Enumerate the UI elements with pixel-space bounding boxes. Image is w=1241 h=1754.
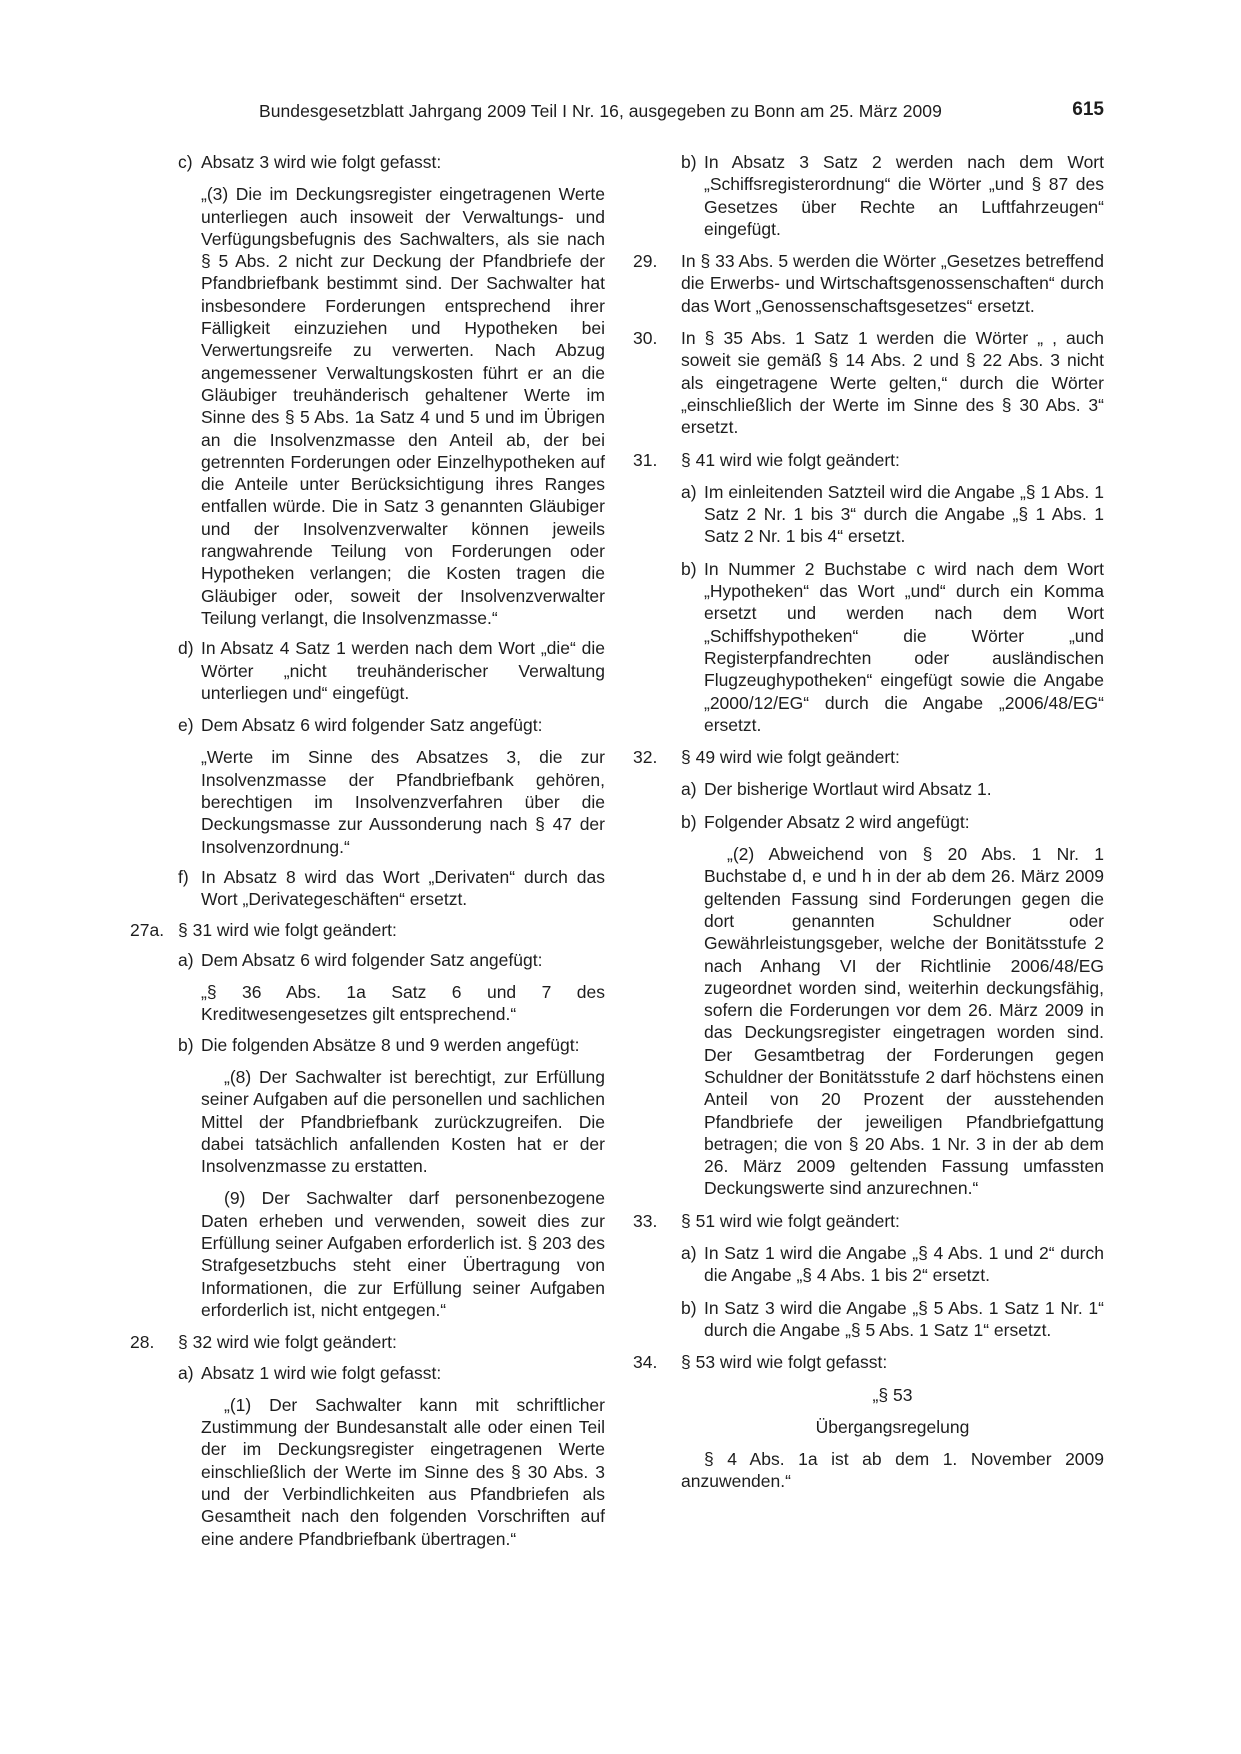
- item-text: In Satz 3 wird die Angabe „§ 5 Abs. 1 Satz 1 Nr. 1“ durch die Angabe „§ 5 Abs. 1 Satz 1“ ersetzt.: [704, 1297, 1104, 1340]
- quote-text: „(8) Der Sachwalter ist berechtigt, zur Erfüllung seiner Aufgaben auf die personellen und sachlichen Mittel der Pfandbriefbank zurückzugreifen. Die dabei tatsächlich anfallenden Kosten hat er der Insolvenzmasse zu erstatten.: [201, 1066, 605, 1177]
- quote-text: „(3) Die im Deckungsregister eingetragenen Werte unterliegen auch insoweit der Verwaltungs- und Verfügungsbefugnis des Sachwalters, als sie nach § 5 Abs. 2 nicht zur Deckung der Pfandbriefe der Pfandbriefbank bestimmt sind. Der Sachwalter hat insbesondere Forderungen entsprechend ihrer Fälligkeit einzuziehen und Hypotheken bei Verwertungsreife zu verwerten. Nach Abzug angemessener Verwaltungskosten führt er an die Gläubiger treuhänderisch gehaltener Werte im Sinne des § 5 Abs. 1a Satz 4 und 5 und im Übrigen an die Insolvenzmasse den Anteil ab, der bei getrennten Forderungen oder Einzelhypotheken auf die Anteile unter Berücksichtigung ihres Ranges entfallen würde. Die in Satz 3 genannten Gläubiger und der Insolvenzverwalter können jeweils rangwahrende Teilung von Forderungen oder Hypotheken verlangen; die Kosten tragen die Gläubiger oder, soweit der Insolvenzverwalter Teilung verlangt, die Insolvenzmasse.“: [201, 184, 605, 628]
- item-number: 27a.: [130, 919, 165, 940]
- item-text: § 53 wird wie folgt gefasst:: [681, 1352, 888, 1373]
- list-item: [633, 250, 1104, 317]
- item-text: In Satz 1 wird die Angabe „§ 4 Abs. 1 und 2“ durch die Angabe „§ 4 Abs. 1 bis 2“ ersetzt.: [704, 1243, 1104, 1286]
- item-label: a): [178, 949, 194, 970]
- quote-text: „(2) Abweichend von § 20 Abs. 1 Nr. 1 Buchstabe d, e und h in der ab dem 26. März 2009 geltenden Fassung sind Forderungen gegen die dort genannten Schuldner oder Gewährleistungsgeber, welche der Bonitätsstufe 2 nach Anhang VI der Richtlinie 2006/48/EG zugeordnet worden sind, weiterhin deckungsfähig, sofern die Forderungen vor dem 26. März 2009 in das Deckungsregister eingetragen worden sind. Der Gesamtbetrag der Forderungen gegen Schuldner der Bonitätsstufe 2 darf höchstens einen Anteil von 20 Prozent der ausstehenden Pfandbriefe der jeweiligen Pfandbriefgattung betragen; die von § 20 Abs. 1 Nr. 3 in der ab dem 26. März 2009 geltenden Fassung umfassten Deckungswerte sind anzurechnen.“: [704, 844, 1104, 1199]
- quote-text: „(1) Der Sachwalter kann mit schriftlicher Zustimmung der Bundesanstalt alle oder einen Teil der im Deckungsregister eingetragenen Werte einschließlich der Werte im Sinne des § 30 Abs. 3 und der Verbindlichkeiten aus Pfandbriefen als Gesamtheit nach den folgenden Vorschriften auf eine andere Pfandbriefbank übertragen.“: [201, 1394, 605, 1549]
- item-number: 33.: [633, 1210, 658, 1231]
- item-text: Absatz 3 wird wie folgt gefasst:: [201, 152, 442, 172]
- item-label: f): [178, 866, 189, 887]
- item-label: b): [178, 1034, 194, 1055]
- list-item: [681, 811, 1104, 1200]
- item-text: Dem Absatz 6 wird folgender Satz angefügt:: [201, 715, 543, 736]
- item-label: b): [681, 152, 697, 172]
- item-text: Folgender Absatz 2 wird angefügt:: [704, 811, 970, 832]
- right-column: [633, 151, 1104, 1493]
- gazette-title: Bundesgesetzblatt Jahrgang 2009 Teil I Nr. 16, ausgegeben zu Bonn am 25. März 2009: [259, 101, 942, 121]
- list-item: [178, 1362, 605, 1550]
- item-text: § 51 wird wie folgt geändert:: [681, 1210, 900, 1231]
- item-number: 29.: [633, 251, 658, 272]
- page-number: 615: [1072, 99, 1104, 120]
- list-item: [681, 151, 1104, 240]
- list-item: [178, 1034, 605, 1322]
- list-item: [681, 778, 1104, 800]
- list-item: [178, 866, 605, 911]
- item-text: In § 33 Abs. 5 werden die Wörter „Gesetzes betreffend die Erwerbs- und Wirtschaftsgenossenschaften“ durch das Wort „Genossenschaftsgesetzes“ ersetzt.: [681, 251, 1104, 316]
- item-label: a): [178, 1362, 194, 1383]
- section-heading: Übergangsregelung: [815, 1416, 970, 1437]
- quote-text: „Werte im Sinne des Absatzes 3, die zur Insolvenzmasse der Pfandbriefbank gehören, berechtigen im Insolvenzverfahren über die Deckungsmasse zur Aussonderung nach § 47 der Insolvenzordnung.“: [201, 747, 605, 857]
- list-item: [633, 327, 1104, 438]
- list-item: [130, 1331, 605, 1353]
- item-number: 31.: [633, 449, 658, 470]
- item-label: e): [178, 715, 194, 736]
- item-text: Absatz 1 wird wie folgt gefasst:: [201, 1362, 442, 1383]
- list-item: [178, 637, 605, 704]
- item-label: a): [681, 779, 697, 800]
- item-number: 34.: [633, 1352, 658, 1373]
- list-item: [681, 1242, 1104, 1287]
- item-text: Die folgenden Absätze 8 und 9 werden angefügt:: [201, 1034, 580, 1055]
- item-text: § 31 wird wie folgt geändert:: [178, 919, 397, 940]
- list-item: [681, 481, 1104, 548]
- page-header: [259, 101, 1104, 127]
- list-item: [633, 746, 1104, 768]
- item-label: b): [681, 1297, 697, 1318]
- item-text: In Absatz 4 Satz 1 werden nach dem Wort „die“ die Wörter „nicht treuhänderischer Verwaltung unterliegen und“ eingefügt.: [201, 638, 605, 703]
- left-column: [130, 151, 605, 1550]
- item-number: 28.: [130, 1332, 155, 1353]
- item-label: a): [681, 481, 697, 502]
- item-text: § 49 wird wie folgt geändert:: [681, 747, 900, 768]
- item-text: Der bisherige Wortlaut wird Absatz 1.: [704, 779, 992, 800]
- item-text: Dem Absatz 6 wird folgender Satz angefügt:: [201, 949, 543, 970]
- item-label: b): [681, 811, 697, 832]
- item-label: b): [681, 558, 697, 579]
- quote-text: (9) Der Sachwalter darf personenbezogene Daten erheben und verwenden, soweit dies zur Erfüllung seiner Aufgaben erforderlich ist. § 203 des Strafgesetzbuchs steht einer Übertragung von Informationen, die zur Erfüllung seiner Aufgaben erforderlich ist, nicht entgegen.“: [201, 1188, 605, 1320]
- item-number: 30.: [633, 328, 658, 349]
- quote-text: § 4 Abs. 1a ist ab dem 1. November 2009 anzuwenden.“: [681, 1449, 1104, 1492]
- list-item: [633, 1351, 1104, 1492]
- item-label: c): [178, 152, 193, 172]
- item-text: In Absatz 3 Satz 2 werden nach dem Wort „Schiffsregisterordnung“ die Wörter „und § 87 des Gesetzes über Rechte an Luftfahrzeugen“ eingefügt.: [704, 152, 1104, 239]
- item-text: Im einleitenden Satzteil wird die Angabe „§ 1 Abs. 1 Satz 2 Nr. 1 bis 3“ durch die Angabe „§ 1 Abs. 1 Satz 2 Nr. 1 bis 4“ ersetzt.: [704, 481, 1104, 547]
- item-label: a): [681, 1243, 697, 1264]
- list-item: [178, 714, 605, 858]
- list-item: [633, 449, 1104, 471]
- list-item: [178, 949, 605, 1026]
- item-text: § 32 wird wie folgt geändert:: [178, 1332, 397, 1353]
- list-item: [681, 558, 1104, 736]
- list-item: [681, 1297, 1104, 1342]
- list-item: [178, 151, 605, 629]
- item-text: In Nummer 2 Buchstabe c wird nach dem Wort „Hypotheken“ das Wort „und“ durch ein Komma ersetzt und werden nach dem Wort „Schiffshypotheken“ die Wörter „und Registerpfandrechten oder ausländischen Flugzeughypotheken“ eingefügt sowie die Angabe „2000/12/EG“ durch die Angabe „2006/48/EG“ ersetzt.: [704, 558, 1104, 735]
- list-item: [633, 1210, 1104, 1232]
- item-text: In Absatz 8 wird das Wort „Derivaten“ durch das Wort „Derivategeschäften“ ersetzt.: [201, 866, 605, 910]
- list-item: [130, 919, 605, 941]
- section-number: „§ 53: [872, 1384, 913, 1405]
- item-text: § 41 wird wie folgt geändert:: [681, 449, 900, 470]
- item-label: d): [178, 638, 194, 659]
- item-text: In § 35 Abs. 1 Satz 1 werden die Wörter „ , auch soweit sie gemäß § 14 Abs. 2 und § 22 Abs. 3 nicht als eingetragene Werte gelten,“ durch die Wörter „einschließlich der Werte im Sinne des § 30 Abs. 3“ ersetzt.: [681, 328, 1104, 438]
- item-number: 32.: [633, 747, 658, 768]
- quote-text: „§ 36 Abs. 1a Satz 6 und 7 des Kreditwesengesetzes gilt entsprechend.“: [201, 982, 605, 1025]
